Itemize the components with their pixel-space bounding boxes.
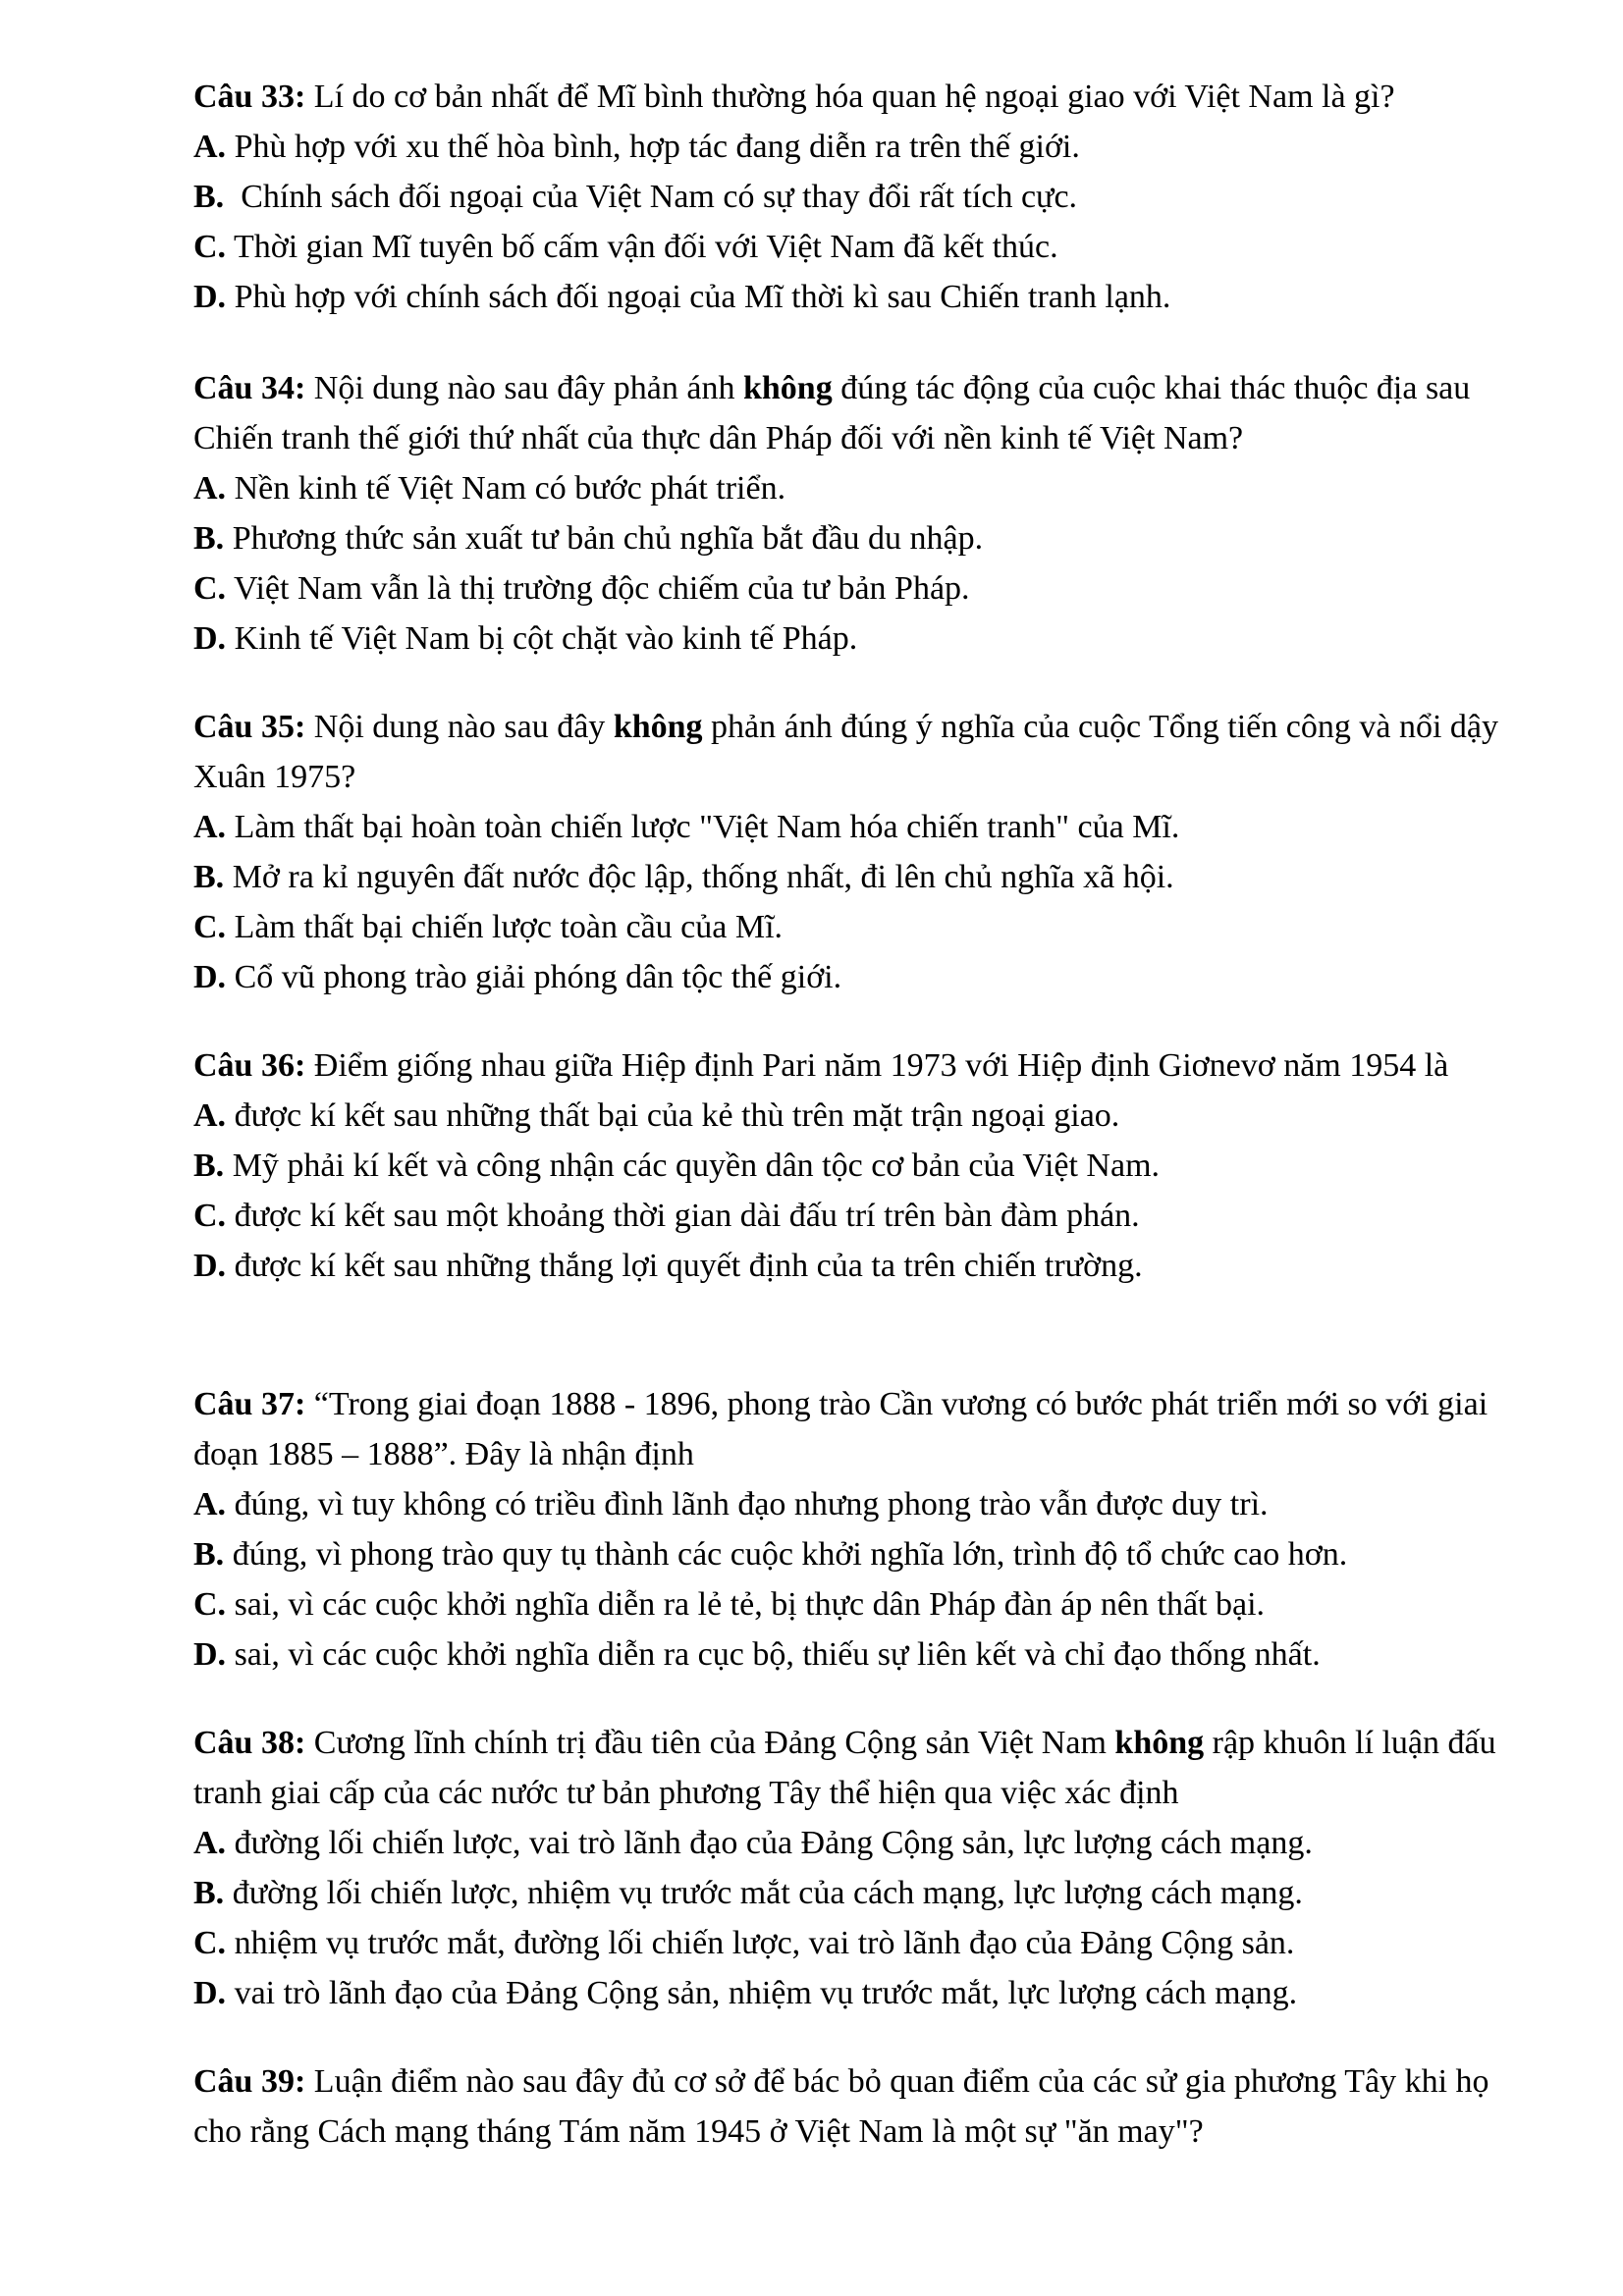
- option-letter: B.: [193, 859, 225, 895]
- option-letter: C.: [193, 1198, 227, 1234]
- option-text: Mỹ phải kí kết và công nhận các quyền dân tộc cơ bản của Việt Nam.: [224, 1148, 1161, 1184]
- question-label: Câu 37:: [193, 1386, 306, 1422]
- option-d: [193, 1968, 1499, 2018]
- option-letter: A.: [193, 129, 227, 165]
- option-text: Làm thất bại hoàn toàn chiến lược "Việt Nam hóa chiến tranh" của Mĩ.: [226, 809, 1180, 845]
- question-stem: [193, 1379, 1499, 1479]
- option-text: đúng, vì tuy không có triều đình lãnh đạo nhưng phong trào vẫn được duy trì.: [226, 1486, 1269, 1522]
- option-text: nhiệm vụ trước mắt, đường lối chiến lược, vai trò lãnh đạo của Đảng Cộng sản.: [226, 1925, 1295, 1961]
- question-35: [193, 702, 1499, 1002]
- option-text: được kí kết sau những thất bại của kẻ thù trên mặt trận ngoại giao.: [226, 1097, 1120, 1134]
- option-c: [193, 902, 1499, 952]
- question-stem: [193, 363, 1499, 463]
- stem-text: Điểm giống nhau giữa Hiệp định Pari năm 1973 với Hiệp định Giơnevơ năm 1954 là: [305, 1047, 1449, 1084]
- option-c: [193, 563, 1499, 614]
- stem-text: Nội dung nào sau đây phản ánh: [305, 370, 743, 406]
- option-letter: A.: [193, 1825, 227, 1861]
- option-letter: C.: [193, 1925, 227, 1961]
- question-stem: [193, 1041, 1499, 1091]
- option-b: [193, 172, 1499, 222]
- option-text: được kí kết sau những thắng lợi quyết định của ta trên chiến trường.: [226, 1248, 1143, 1284]
- option-text: Phù hợp với chính sách đối ngoại của Mĩ thời kì sau Chiến tranh lạnh.: [226, 279, 1171, 315]
- option-c: [193, 1918, 1499, 1968]
- option-letter: D.: [193, 279, 227, 315]
- option-text: sai, vì các cuộc khởi nghĩa diễn ra cục bộ, thiếu sự liên kết và chỉ đạo thống nhất.: [226, 1636, 1321, 1673]
- option-letter: A.: [193, 1486, 227, 1522]
- stem-text: Cương lĩnh chính trị đầu tiên của Đảng Cộng sản Việt Nam: [305, 1725, 1115, 1761]
- option-text: sai, vì các cuộc khởi nghĩa diễn ra lẻ tẻ, bị thực dân Pháp đàn áp nên thất bại.: [226, 1586, 1266, 1623]
- stem-text: đúng tác động của cuộc khai thác thuộc địa sau Chiến tranh thế giới thứ nhất của thực dân Pháp đối với nền kinh tế Việt Nam?: [193, 370, 1471, 456]
- option-a: [193, 463, 1499, 513]
- option-letter: D.: [193, 959, 227, 995]
- option-b: [193, 1141, 1499, 1191]
- stem-text: “Trong giai đoạn 1888 - 1896, phong trào Cần vương có bước phát triển mới so với giai đoạn 1885 – 1888”. Đây là nhận định: [193, 1386, 1488, 1472]
- option-text: Kinh tế Việt Nam bị cột chặt vào kinh tế Pháp.: [226, 620, 858, 657]
- option-letter: C.: [193, 229, 227, 265]
- option-c: [193, 222, 1499, 272]
- option-a: [193, 1818, 1499, 1868]
- option-d: [193, 614, 1499, 664]
- option-text: được kí kết sau một khoảng thời gian dài đấu trí trên bàn đàm phán.: [226, 1198, 1140, 1234]
- option-letter: D.: [193, 1636, 227, 1673]
- option-b: [193, 1529, 1499, 1579]
- question-label: Câu 38:: [193, 1725, 306, 1761]
- option-letter: C.: [193, 570, 227, 607]
- option-b: [193, 513, 1499, 563]
- option-a: [193, 802, 1499, 852]
- question-label: Câu 39:: [193, 2063, 306, 2100]
- question-39: [193, 2056, 1499, 2157]
- option-letter: C.: [193, 1586, 227, 1623]
- option-text: Cổ vũ phong trào giải phóng dân tộc thế giới.: [226, 959, 842, 995]
- question-stem: [193, 2056, 1499, 2157]
- option-letter: B.: [193, 1148, 225, 1184]
- stem-emphasis: không: [1114, 1725, 1205, 1761]
- stem-text: rập khuôn lí luận đấu tranh giai cấp của các nước tư bản phương Tây thể hiện qua việc xác định: [193, 1725, 1496, 1811]
- question-34: [193, 363, 1499, 664]
- option-text: Chính sách đối ngoại của Việt Nam có sự thay đổi rất tích cực.: [224, 179, 1078, 215]
- option-d: [193, 272, 1499, 322]
- option-text: vai trò lãnh đạo của Đảng Cộng sản, nhiệm vụ trước mắt, lực lượng cách mạng.: [226, 1975, 1298, 2011]
- option-text: đúng, vì phong trào quy tụ thành các cuộc khởi nghĩa lớn, trình độ tổ chức cao hơn.: [224, 1536, 1348, 1573]
- option-letter: C.: [193, 909, 227, 945]
- option-letter: B.: [193, 179, 225, 215]
- option-b: [193, 852, 1499, 902]
- question-stem: [193, 702, 1499, 802]
- option-d: [193, 952, 1499, 1002]
- option-text: Thời gian Mĩ tuyên bố cấm vận đối với Việt Nam đã kết thúc.: [226, 229, 1058, 265]
- question-label: Câu 34:: [193, 370, 306, 406]
- stem-text: Nội dung nào sau đây: [305, 709, 614, 745]
- option-a: [193, 1091, 1499, 1141]
- option-c: [193, 1579, 1499, 1629]
- option-text: Phù hợp với xu thế hòa bình, hợp tác đang diễn ra trên thế giới.: [226, 129, 1080, 165]
- question-stem: [193, 1718, 1499, 1818]
- question-33: [193, 72, 1499, 322]
- option-letter: A.: [193, 470, 227, 507]
- stem-text: phản ánh đúng ý nghĩa của cuộc Tổng tiến công và nổi dậy Xuân 1975?: [193, 709, 1498, 795]
- stem-text: Luận điểm nào sau đây đủ cơ sở để bác bỏ quan điểm của các sử gia phương Tây khi họ cho rằng Cách mạng tháng Tám năm 1945 ở Việt Nam là một sự "ăn may"?: [193, 2063, 1489, 2150]
- stem-emphasis: không: [613, 709, 703, 745]
- option-text: Nền kinh tế Việt Nam có bước phát triển.: [226, 470, 786, 507]
- option-letter: D.: [193, 1975, 227, 2011]
- option-d: [193, 1629, 1499, 1680]
- question-label: Câu 36:: [193, 1047, 306, 1084]
- option-letter: B.: [193, 1536, 225, 1573]
- option-text: Làm thất bại chiến lược toàn cầu của Mĩ.: [226, 909, 784, 945]
- option-letter: A.: [193, 809, 227, 845]
- stem-text: Lí do cơ bản nhất để Mĩ bình thường hóa quan hệ ngoại giao với Việt Nam là gì?: [305, 79, 1395, 115]
- option-text: Mở ra kỉ nguyên đất nước độc lập, thống nhất, đi lên chủ nghĩa xã hội.: [224, 859, 1174, 895]
- question-label: Câu 33:: [193, 79, 306, 115]
- question-stem: [193, 72, 1499, 122]
- question-38: [193, 1718, 1499, 2018]
- option-text: đường lối chiến lược, vai trò lãnh đạo của Đảng Cộng sản, lực lượng cách mạng.: [226, 1825, 1313, 1861]
- question-36: [193, 1041, 1499, 1291]
- option-text: đường lối chiến lược, nhiệm vụ trước mắt của cách mạng, lực lượng cách mạng.: [224, 1875, 1303, 1911]
- option-letter: A.: [193, 1097, 227, 1134]
- option-letter: B.: [193, 520, 225, 557]
- option-letter: D.: [193, 620, 227, 657]
- option-text: Việt Nam vẫn là thị trường độc chiếm của tư bản Pháp.: [226, 570, 970, 607]
- question-label: Câu 35:: [193, 709, 306, 745]
- stem-emphasis: không: [742, 370, 833, 406]
- option-a: [193, 1479, 1499, 1529]
- question-37: [193, 1379, 1499, 1680]
- option-text: Phương thức sản xuất tư bản chủ nghĩa bắt đầu du nhập.: [224, 520, 984, 557]
- option-c: [193, 1191, 1499, 1241]
- option-d: [193, 1241, 1499, 1291]
- option-letter: B.: [193, 1875, 225, 1911]
- option-letter: D.: [193, 1248, 227, 1284]
- option-b: [193, 1868, 1499, 1918]
- option-a: [193, 122, 1499, 172]
